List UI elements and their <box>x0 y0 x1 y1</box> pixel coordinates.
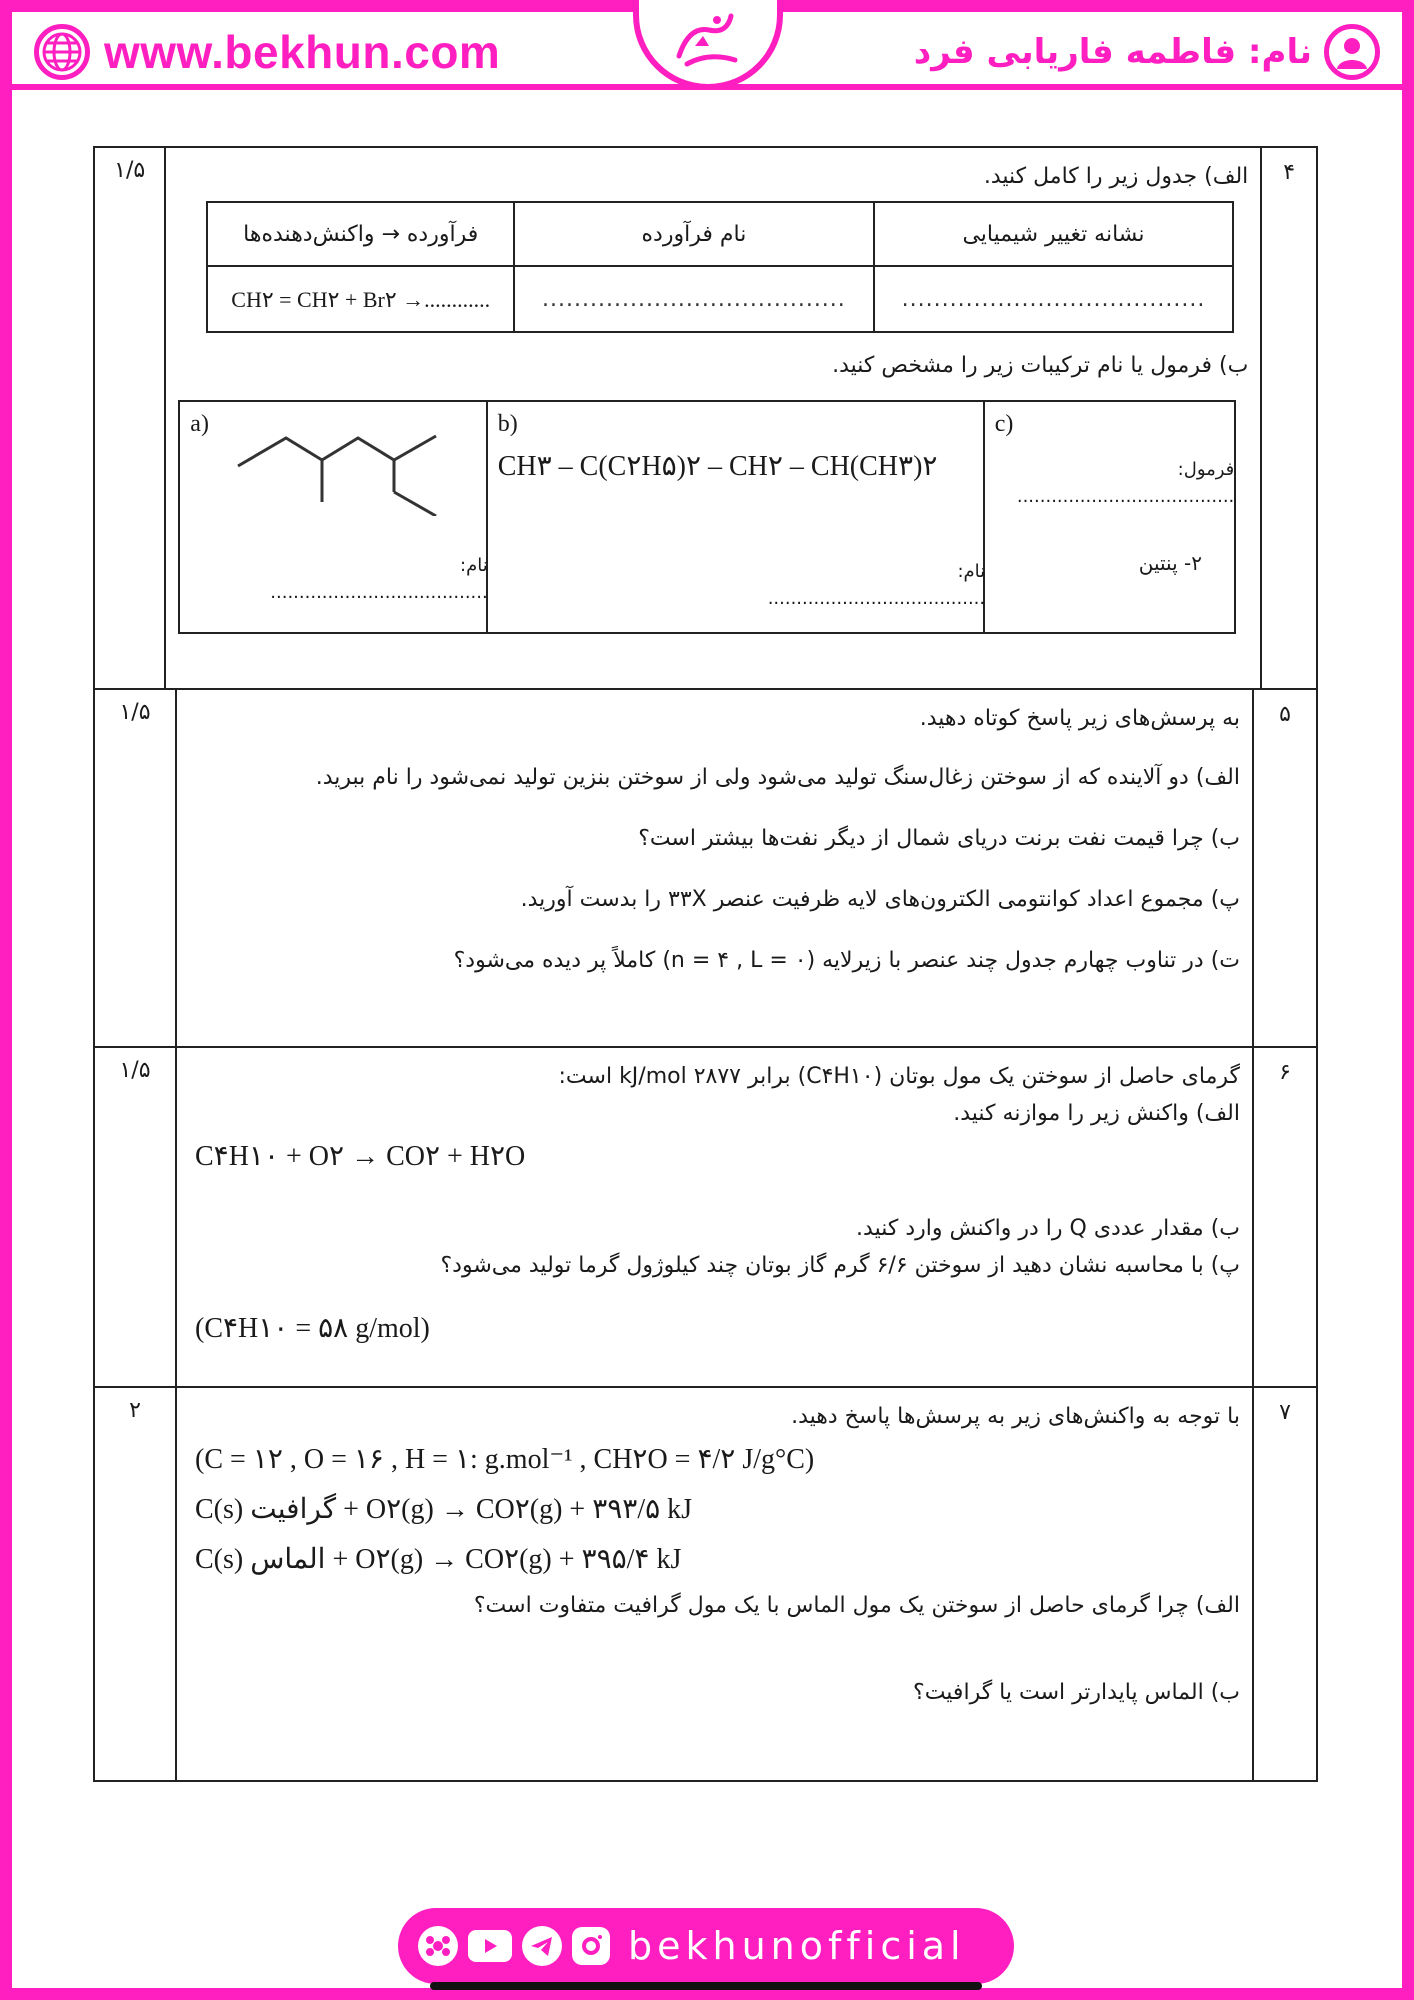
telegram-icon[interactable] <box>522 1926 562 1966</box>
question-body <box>177 1388 1252 1780</box>
question-number: ۵ <box>1252 690 1316 1046</box>
question-number: ۴ <box>1260 148 1316 688</box>
question-intro: گرمای حاصل از سوختن یک مول بوتان (C۴H۱۰) برابر ۲۸۷۷ kJ/mol است: <box>558 1064 1240 1089</box>
reaction-table <box>206 201 1234 333</box>
constants: (C = ۱۲ , O = ۱۶ , H = ۱: g.mol⁻¹ , CH۲O = ۴/۲ J/g°C) <box>195 1444 815 1475</box>
question-part-c: پ) مجموع اعداد کوانتومی الکترون‌های لایه ظرفیت عنصر ۳۳X را بدست آورید. <box>520 887 1240 912</box>
reaction-equation: C۴H۱۰ + O۲ → CO۲ + H۲O <box>195 1141 526 1172</box>
compound-cell-c <box>984 401 1236 633</box>
compound-formula: CH۳ – C(C۲H۵)۲ – CH۲ – CH(CH۳)۲ <box>497 451 938 482</box>
formula-blank: فرمول: ...................................... <box>1016 459 1235 507</box>
question-part-a: الف) چرا گرمای حاصل از سوختن یک مول الماس با یک مول گرافیت متفاوت است؟ <box>473 1593 1240 1618</box>
social-handle[interactable]: bekhunofficial <box>628 1924 966 1968</box>
table-header: نام فرآورده <box>514 202 874 266</box>
molar-mass: (C۴H۱۰ = ۵۸ g/mol) <box>195 1313 430 1344</box>
answer-blank: ...................................... <box>874 266 1234 332</box>
question-score: ۱/۵ <box>95 148 166 688</box>
reaction-graphite: C(s) گرافیت + O۲(g) → CO۲(g) + ۳۹۳/۵ kJ <box>195 1494 693 1525</box>
aparat-icon[interactable] <box>418 1926 458 1966</box>
reaction-equation: CH۲ = CH۲ + Br۲ →............ <box>207 266 514 332</box>
question-intro: با توجه به واکنش‌های زیر به پرسش‌ها پاسخ دهید. <box>791 1404 1240 1429</box>
website-text[interactable]: www.bekhun.com <box>104 26 501 78</box>
question-body <box>177 1048 1252 1386</box>
compound-table <box>178 400 1236 634</box>
skeletal-structure-icon <box>226 416 446 516</box>
question-number: ۷ <box>1252 1388 1316 1780</box>
question-5 <box>95 690 1316 1048</box>
compound-name: ۲- پنتین <box>1138 551 1202 575</box>
table-header: نشانه تغییر شیمیایی <box>874 202 1234 266</box>
question-6 <box>95 1048 1316 1388</box>
question-body <box>177 690 1252 1046</box>
question-7 <box>95 1388 1316 1780</box>
youtube-icon[interactable] <box>468 1930 512 1962</box>
student-name <box>914 24 1380 80</box>
social-bar <box>398 1908 1014 1984</box>
answer-blank: ...................................... <box>514 266 874 332</box>
question-part-b: ب) الماس پایدارتر است یا گرافیت؟ <box>913 1680 1240 1705</box>
question-part-a: الف) دو آلاینده که از سوختن زغال‌سنگ تولید می‌شود ولی از سوختن بنزین تولید نمی‌شود را نام ببرید. <box>315 765 1240 790</box>
compound-cell-b <box>487 401 984 633</box>
question-part-c: پ) با محاسبه نشان دهید از سوختن ۶/۶ گرم گاز بوتان چند کیلوژول گرما تولید می‌شود؟ <box>440 1253 1240 1278</box>
table-header: فرآورده → واکنش‌دهنده‌ها <box>207 202 514 266</box>
reaction-diamond: C(s) الماس + O۲(g) → CO۲(g) + ۳۹۵/۴ kJ <box>195 1544 682 1575</box>
question-part-d: ت) در تناوب چهارم جدول چند عنصر با زیرلایه (n = ۴ , L = ۰) کاملاً پر دیده می‌شود؟ <box>453 948 1240 973</box>
question-part-b: ب) چرا قیمت نفت برنت دریای شمال از دیگر نفت‌ها بیشتر است؟ <box>638 826 1240 851</box>
cell-label: b) <box>497 411 518 437</box>
question-part-a: الف) جدول زیر را کامل کنید. <box>983 164 1249 189</box>
question-score: ۱/۵ <box>95 690 177 1046</box>
user-icon <box>1324 24 1380 80</box>
footer-shadow <box>430 1982 982 1990</box>
question-intro: به پرسش‌های زیر پاسخ کوتاه دهید. <box>919 706 1240 731</box>
name-blank: نام: ...................................... <box>270 555 488 603</box>
question-score: ۱/۵ <box>95 1048 177 1386</box>
instagram-icon[interactable] <box>572 1927 610 1965</box>
question-part-b: ب) مقدار عددی Q را در واکنش وارد کنید. <box>856 1216 1240 1241</box>
question-4 <box>95 148 1316 690</box>
question-part-a: الف) واکنش زیر را موازنه کنید. <box>953 1101 1240 1126</box>
name-blank: نام: ...................................... <box>767 561 986 609</box>
question-body <box>166 148 1260 688</box>
website-link[interactable] <box>34 24 500 80</box>
cell-label: a) <box>190 411 209 437</box>
compound-cell-a <box>179 401 486 633</box>
question-score: ۲ <box>95 1388 177 1780</box>
question-number: ۶ <box>1252 1048 1316 1386</box>
question-part-b: ب) فرمول یا نام ترکیبات زیر را مشخص کنید. <box>832 353 1249 378</box>
cell-label: c) <box>994 411 1014 437</box>
student-name-text: نام: فاطمه فاریابی فرد <box>913 32 1312 72</box>
globe-icon <box>34 24 90 80</box>
exam-table <box>93 146 1318 1782</box>
